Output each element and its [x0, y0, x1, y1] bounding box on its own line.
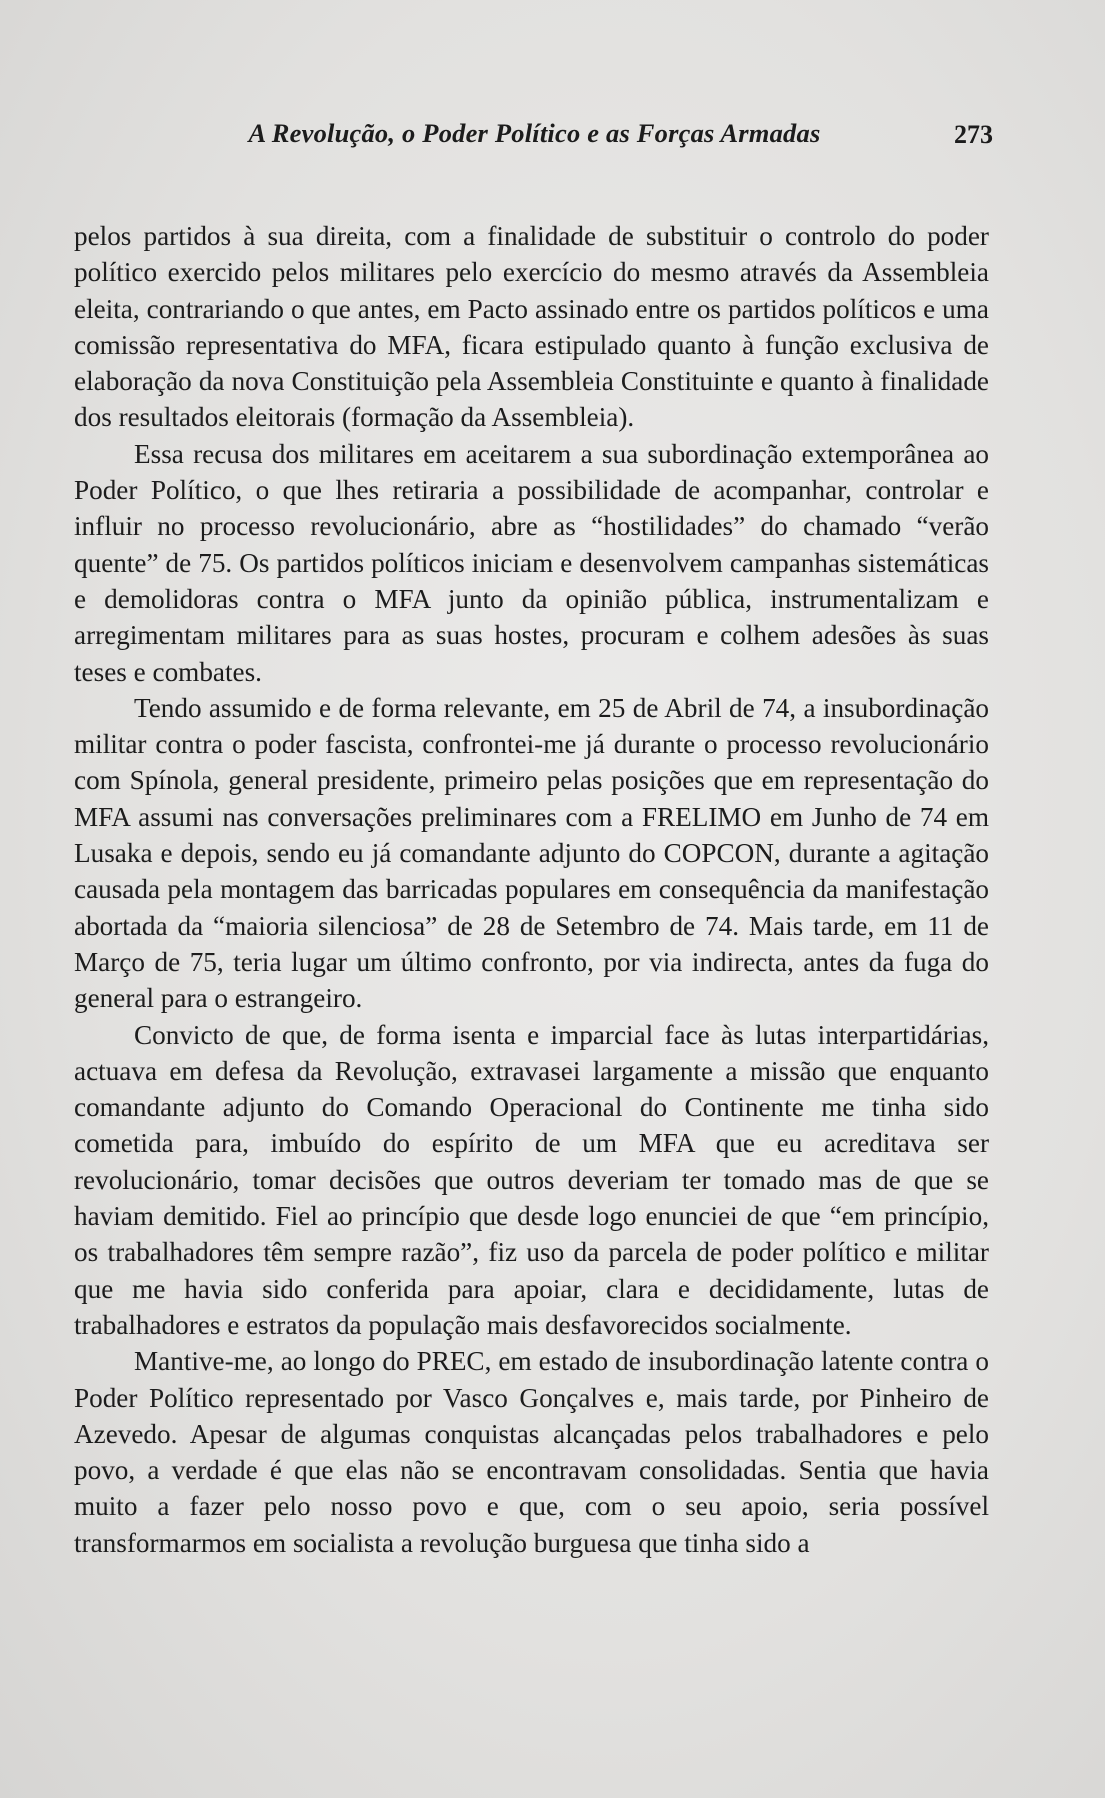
body-text: [74, 218, 989, 1561]
page-number: 273: [954, 120, 993, 149]
paragraph: Essa recusa dos militares em aceitarem a sua subordinação extemporânea ao Poder Político, o que lhes retiraria a possibilidade de acompanhar, controlar e influir no processo revolucionário, abre as “hostilidades” do chamado “verão quente” de 75. Os partidos políticos iniciam e desenvolvem campanhas sistemáticas e demolidoras contra o MFA junto da opinião pública, instrumentalizam e arregimentam militares para as suas hostes, procuram e colhem adesões às suas teses e combates.: [74, 438, 989, 687]
paragraph: Mantive-me, ao longo do PREC, em estado de insubordinação latente contra o Poder Político representado por Vasco Gonçalves e, mais tarde, por Pinheiro de Azevedo. Apesar de algumas conquistas alcançadas pelos trabalhadores e pelo povo, a verdade é que elas não se encontravam consolidadas. Sentia que havia muito a fazer pelo nosso povo e que, com o seu apoio, seria possível transformarmos em socialista a revolução burguesa que tinha sido a: [74, 1346, 989, 1558]
paragraph: Tendo assumido e de forma relevante, em 25 de Abril de 74, a insubordinação militar contra o poder fascista, confrontei-me já durante o processo revolucionário com Spínola, general presidente, primeiro pelas posições que em representação do MFA assumi nas conversações preliminares com a FRELIMO em Junho de 74 em Lusaka e depois, sendo eu já comandante adjunto do COPCON, durante a agitação causada pela montagem das barricadas populares em consequência da manifestação abortada da “maioria silenciosa” de 28 de Setembro de 74. Mais tarde, em 11 de Março de 75, teria lugar um último confronto, por via indirecta, antes da fuga do general para o estrangeiro.: [74, 692, 989, 1014]
running-header: [76, 118, 993, 158]
paragraph: pelos partidos à sua direita, com a finalidade de substituir o controlo do poder político exercido pelos militares pelo exercício do mesmo através da Assembleia eleita, contrariando o que antes, em Pacto assinado entre os partidos políticos e uma comissão representativa do MFA, ficara estipulado quanto à função exclusiva de elaboração da nova Constituição pela Assembleia Constituinte e quanto à finalidade dos resultados eleitorais (formação da Assembleia).: [74, 221, 989, 433]
running-title: A Revolução, o Poder Político e as Forças Armadas: [248, 118, 821, 148]
paragraph: Convicto de que, de forma isenta e imparcial face às lutas interpartidárias, actuava em defesa da Revolução, extravasei largamente a missão que enquanto comandante adjunto do Comando Operacional do Continente me tinha sido cometida para, imbuído do espírito de um MFA que eu acreditava ser revolucionário, tomar decisões que outros deveriam ter tomado mas de que se haviam demitido. Fiel ao princípio que desde logo enunciei de que “em princípio, os trabalhadores têm sempre razão”, fiz uso da parcela de poder político e militar que me havia sido conferida para apoiar, clara e decididamente, lutas de trabalhadores e estratos da população mais desfavorecidos socialmente.: [74, 1019, 989, 1340]
